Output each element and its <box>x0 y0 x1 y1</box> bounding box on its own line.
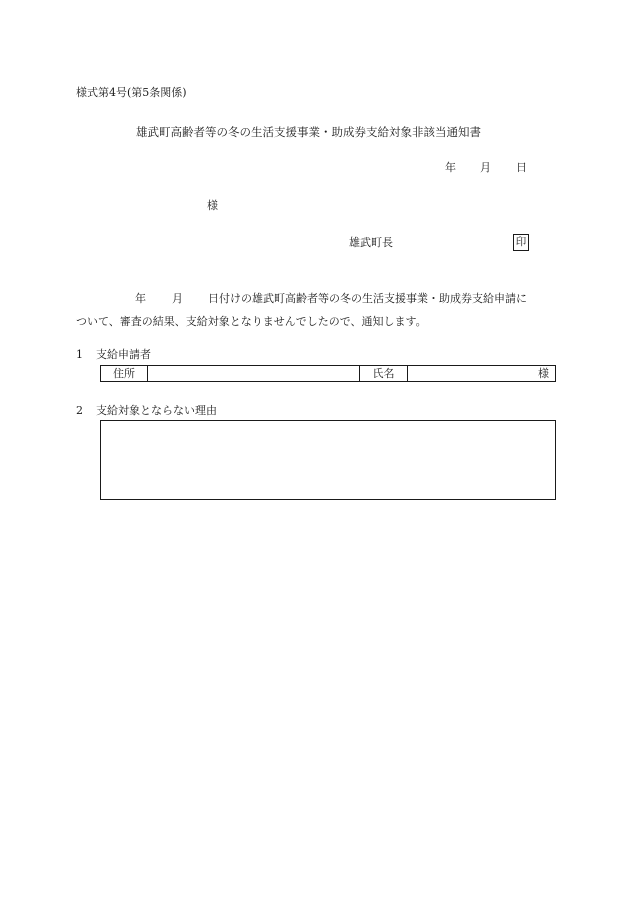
issuer-title: 雄武町長 <box>349 236 393 249</box>
form-number: 様式第4号(第5条関係) <box>76 86 187 99</box>
section-2-heading: 支給対象とならない理由 <box>96 404 217 417</box>
address-field[interactable] <box>148 366 360 381</box>
date-month: 月 <box>480 161 491 174</box>
document-title: 雄武町高齢者等の冬の生活支援事業・助成券支給対象非該当通知書 <box>136 125 481 139</box>
name-label: 氏名 <box>360 366 408 381</box>
address-label: 住所 <box>101 366 148 381</box>
name-field[interactable]: 様 <box>538 367 549 380</box>
applicant-table <box>100 365 556 382</box>
body-text-line-2: ついて、審査の結果、支給対象となりませんでしたので、通知します。 <box>76 315 427 328</box>
seal-stamp-box: 印 <box>513 234 529 251</box>
date-day: 日 <box>516 161 527 174</box>
body-date-month: 月 <box>172 292 183 305</box>
body-text-line-1: 日付けの雄武町高齢者等の冬の生活支援事業・助成券支給申請に <box>208 292 527 305</box>
body-date-year: 年 <box>135 292 146 305</box>
date-year: 年 <box>445 161 456 174</box>
section-2-number: 2 <box>76 404 83 417</box>
addressee-honorific: 様 <box>207 199 218 212</box>
section-1-heading: 支給申請者 <box>96 348 151 361</box>
section-1-number: 1 <box>76 348 83 361</box>
reason-field[interactable] <box>100 420 556 500</box>
